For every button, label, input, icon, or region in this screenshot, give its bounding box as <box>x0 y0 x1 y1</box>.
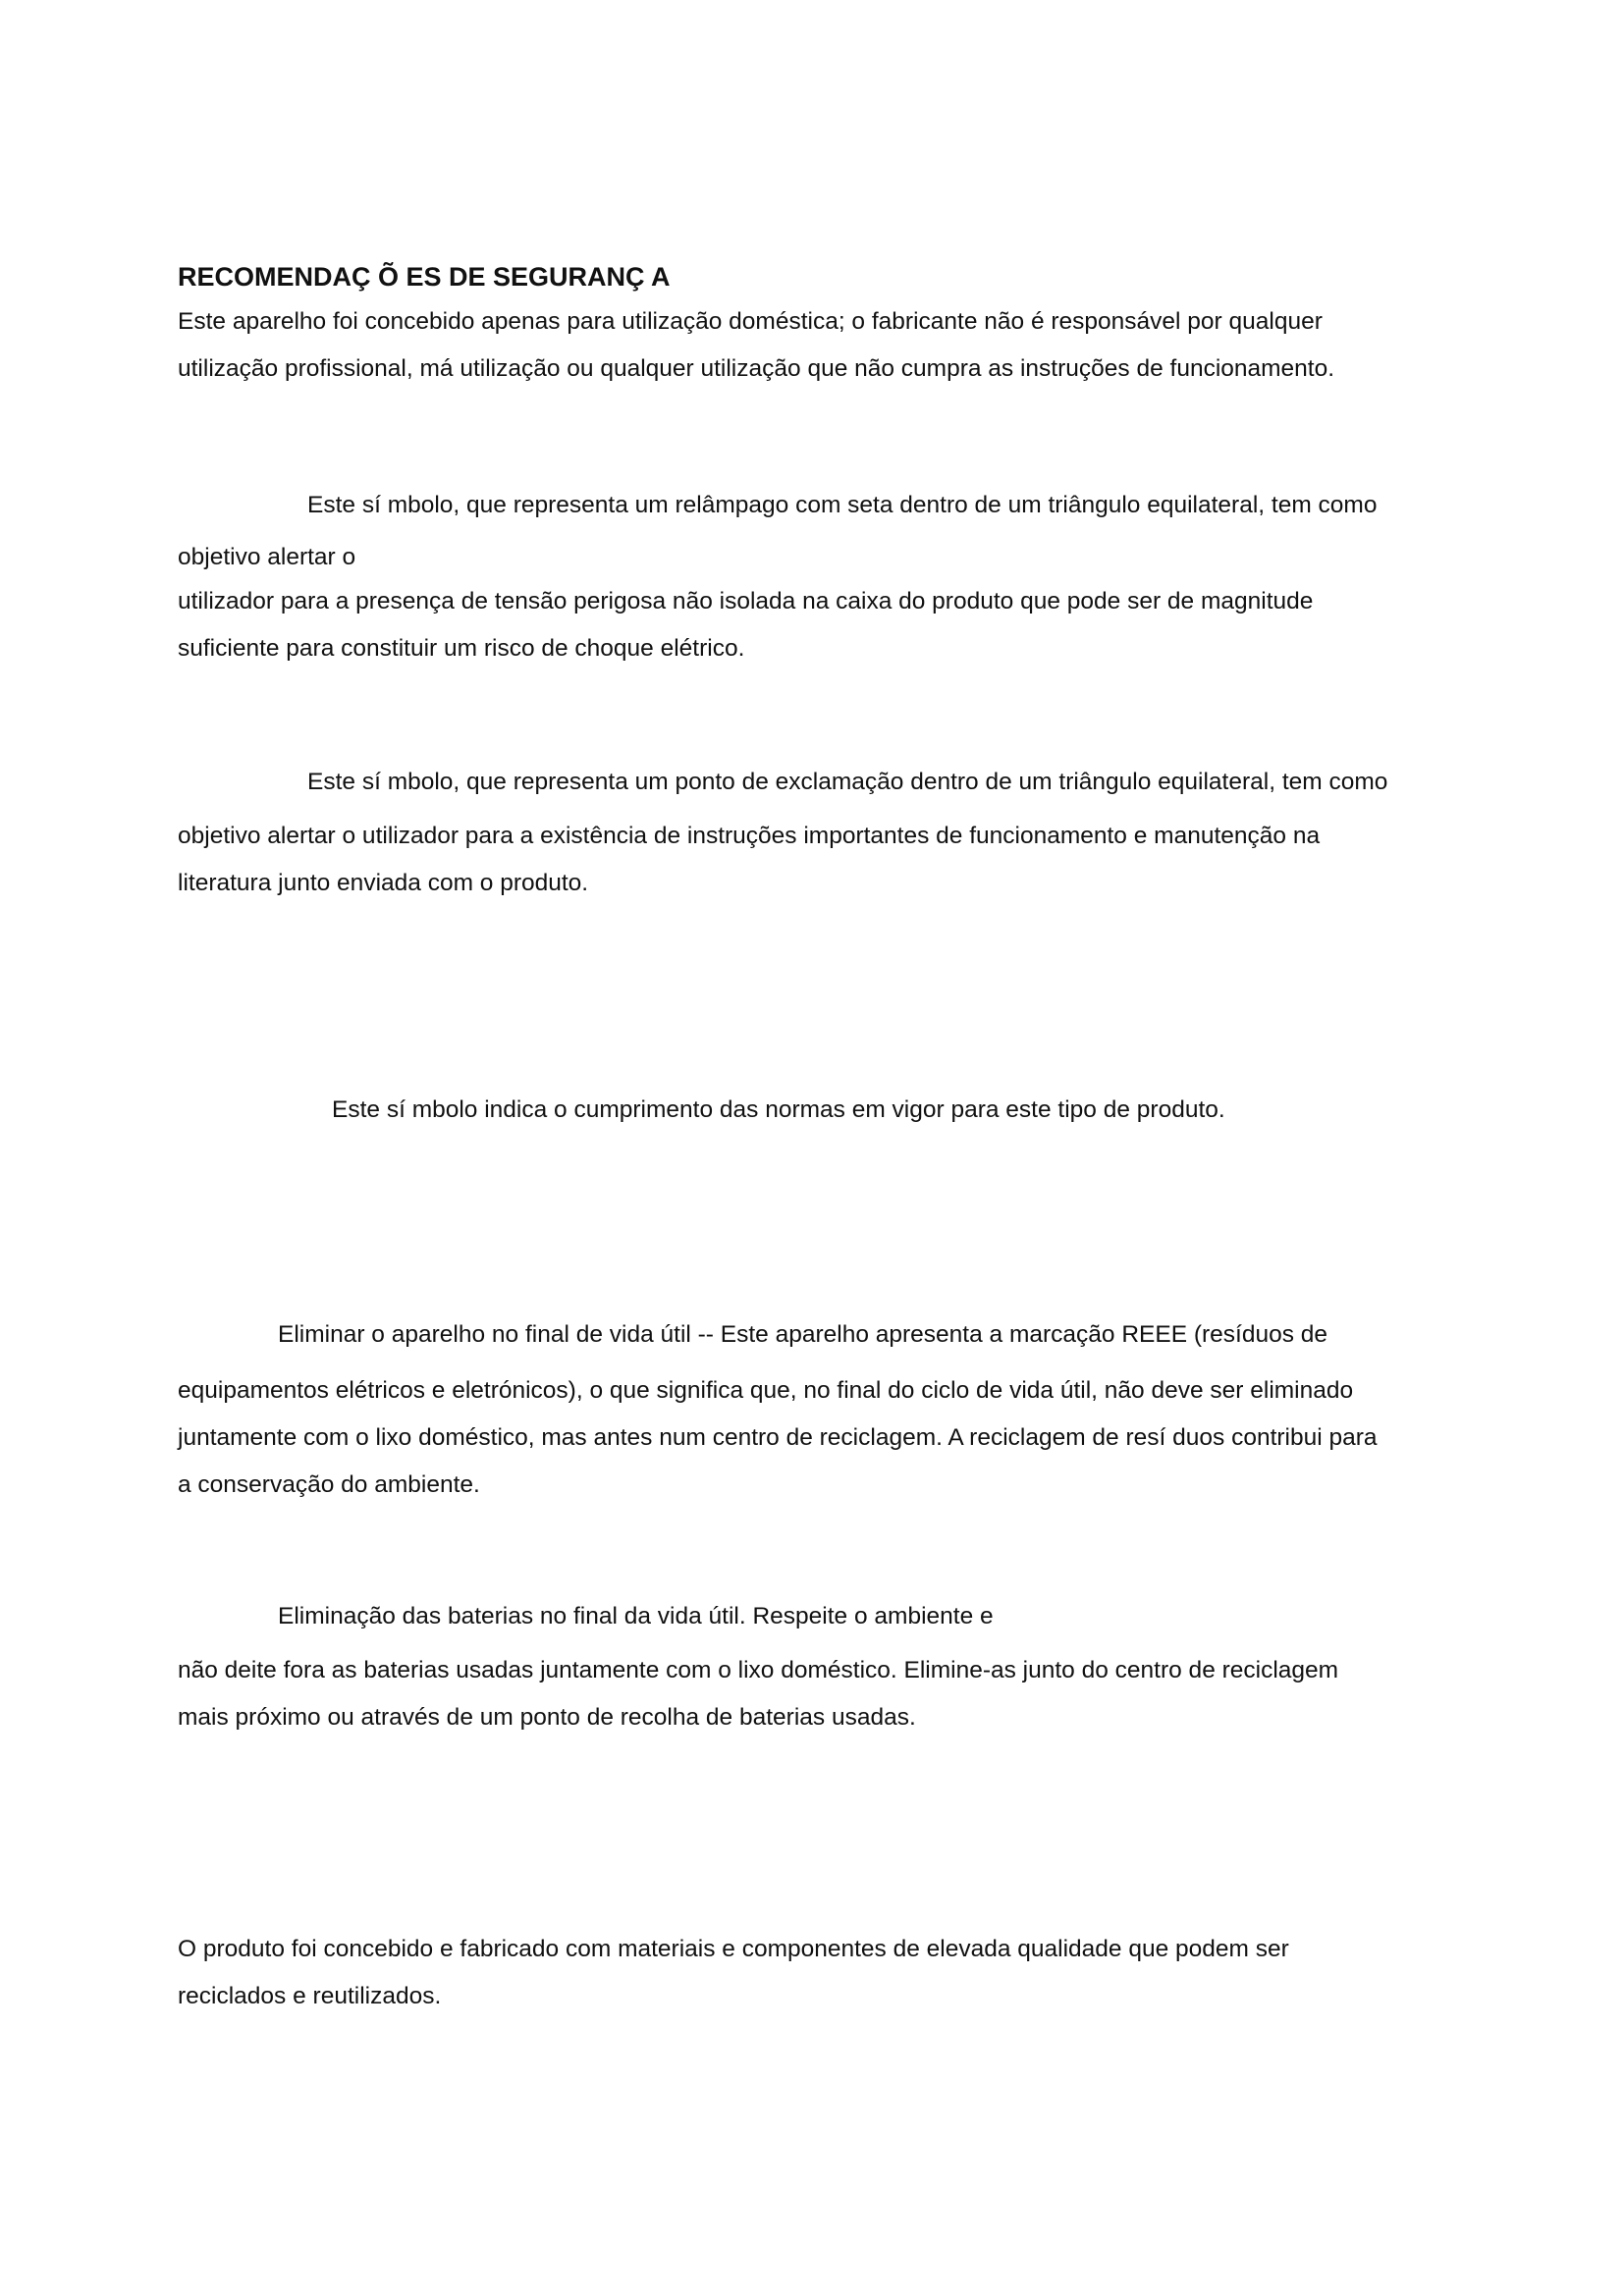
lightning-line: suficiente para constituir um risco de choque elétrico. <box>178 635 745 662</box>
ce-line: Este sí mbolo indica o cumprimento das normas em vigor para este tipo de produto. <box>332 1096 1225 1123</box>
intro-line: Este aparelho foi concebido apenas para utilização doméstica; o fabricante não é responsável por qualquer <box>178 308 1323 335</box>
exclamation-line: Este sí mbolo, que representa um ponto de exclamação dentro de um triângulo equilateral, tem como <box>307 769 1388 795</box>
recycling-line: reciclados e reutilizados. <box>178 1983 442 2009</box>
recycling-line: O produto foi concebido e fabricado com materiais e componentes de elevada qualidade que podem ser <box>178 1936 1289 1962</box>
weee-line: a conservação do ambiente. <box>178 1471 480 1498</box>
weee-line: juntamente com o lixo doméstico, mas antes num centro de reciclagem. A reciclagem de resí duos contribui para <box>178 1424 1378 1451</box>
batteries-line: não deite fora as baterias usadas juntamente com o lixo doméstico. Elimine-as junto do centro de reciclagem <box>178 1657 1339 1683</box>
lightning-line: utilizador para a presença de tensão perigosa não isolada na caixa do produto que pode ser de magnitude <box>178 588 1314 614</box>
exclamation-line: literatura junto enviada com o produto. <box>178 870 589 896</box>
batteries-line: mais próximo ou através de um ponto de recolha de baterias usadas. <box>178 1704 916 1731</box>
page-title: RECOMENDAÇ Õ ES DE SEGURANÇ A <box>178 262 671 292</box>
intro-line: utilização profissional, má utilização ou qualquer utilização que não cumpra as instruções de funcionamento. <box>178 355 1335 382</box>
weee-line: Eliminar o aparelho no final de vida útil -- Este aparelho apresenta a marcação REEE (resíduos de <box>278 1321 1328 1348</box>
lightning-line: Este sí mbolo, que representa um relâmpago com seta dentro de um triângulo equilateral, tem como <box>307 492 1378 518</box>
batteries-line: Eliminação das baterias no final da vida útil. Respeite o ambiente e <box>278 1603 994 1629</box>
weee-line: equipamentos elétricos e eletrónicos), o que significa que, no final do ciclo de vida útil, não deve ser eliminado <box>178 1377 1354 1404</box>
lightning-line: objetivo alertar o <box>178 544 356 570</box>
exclamation-line: objetivo alertar o utilizador para a existência de instruções importantes de funcionamento e manutenção na <box>178 823 1321 849</box>
